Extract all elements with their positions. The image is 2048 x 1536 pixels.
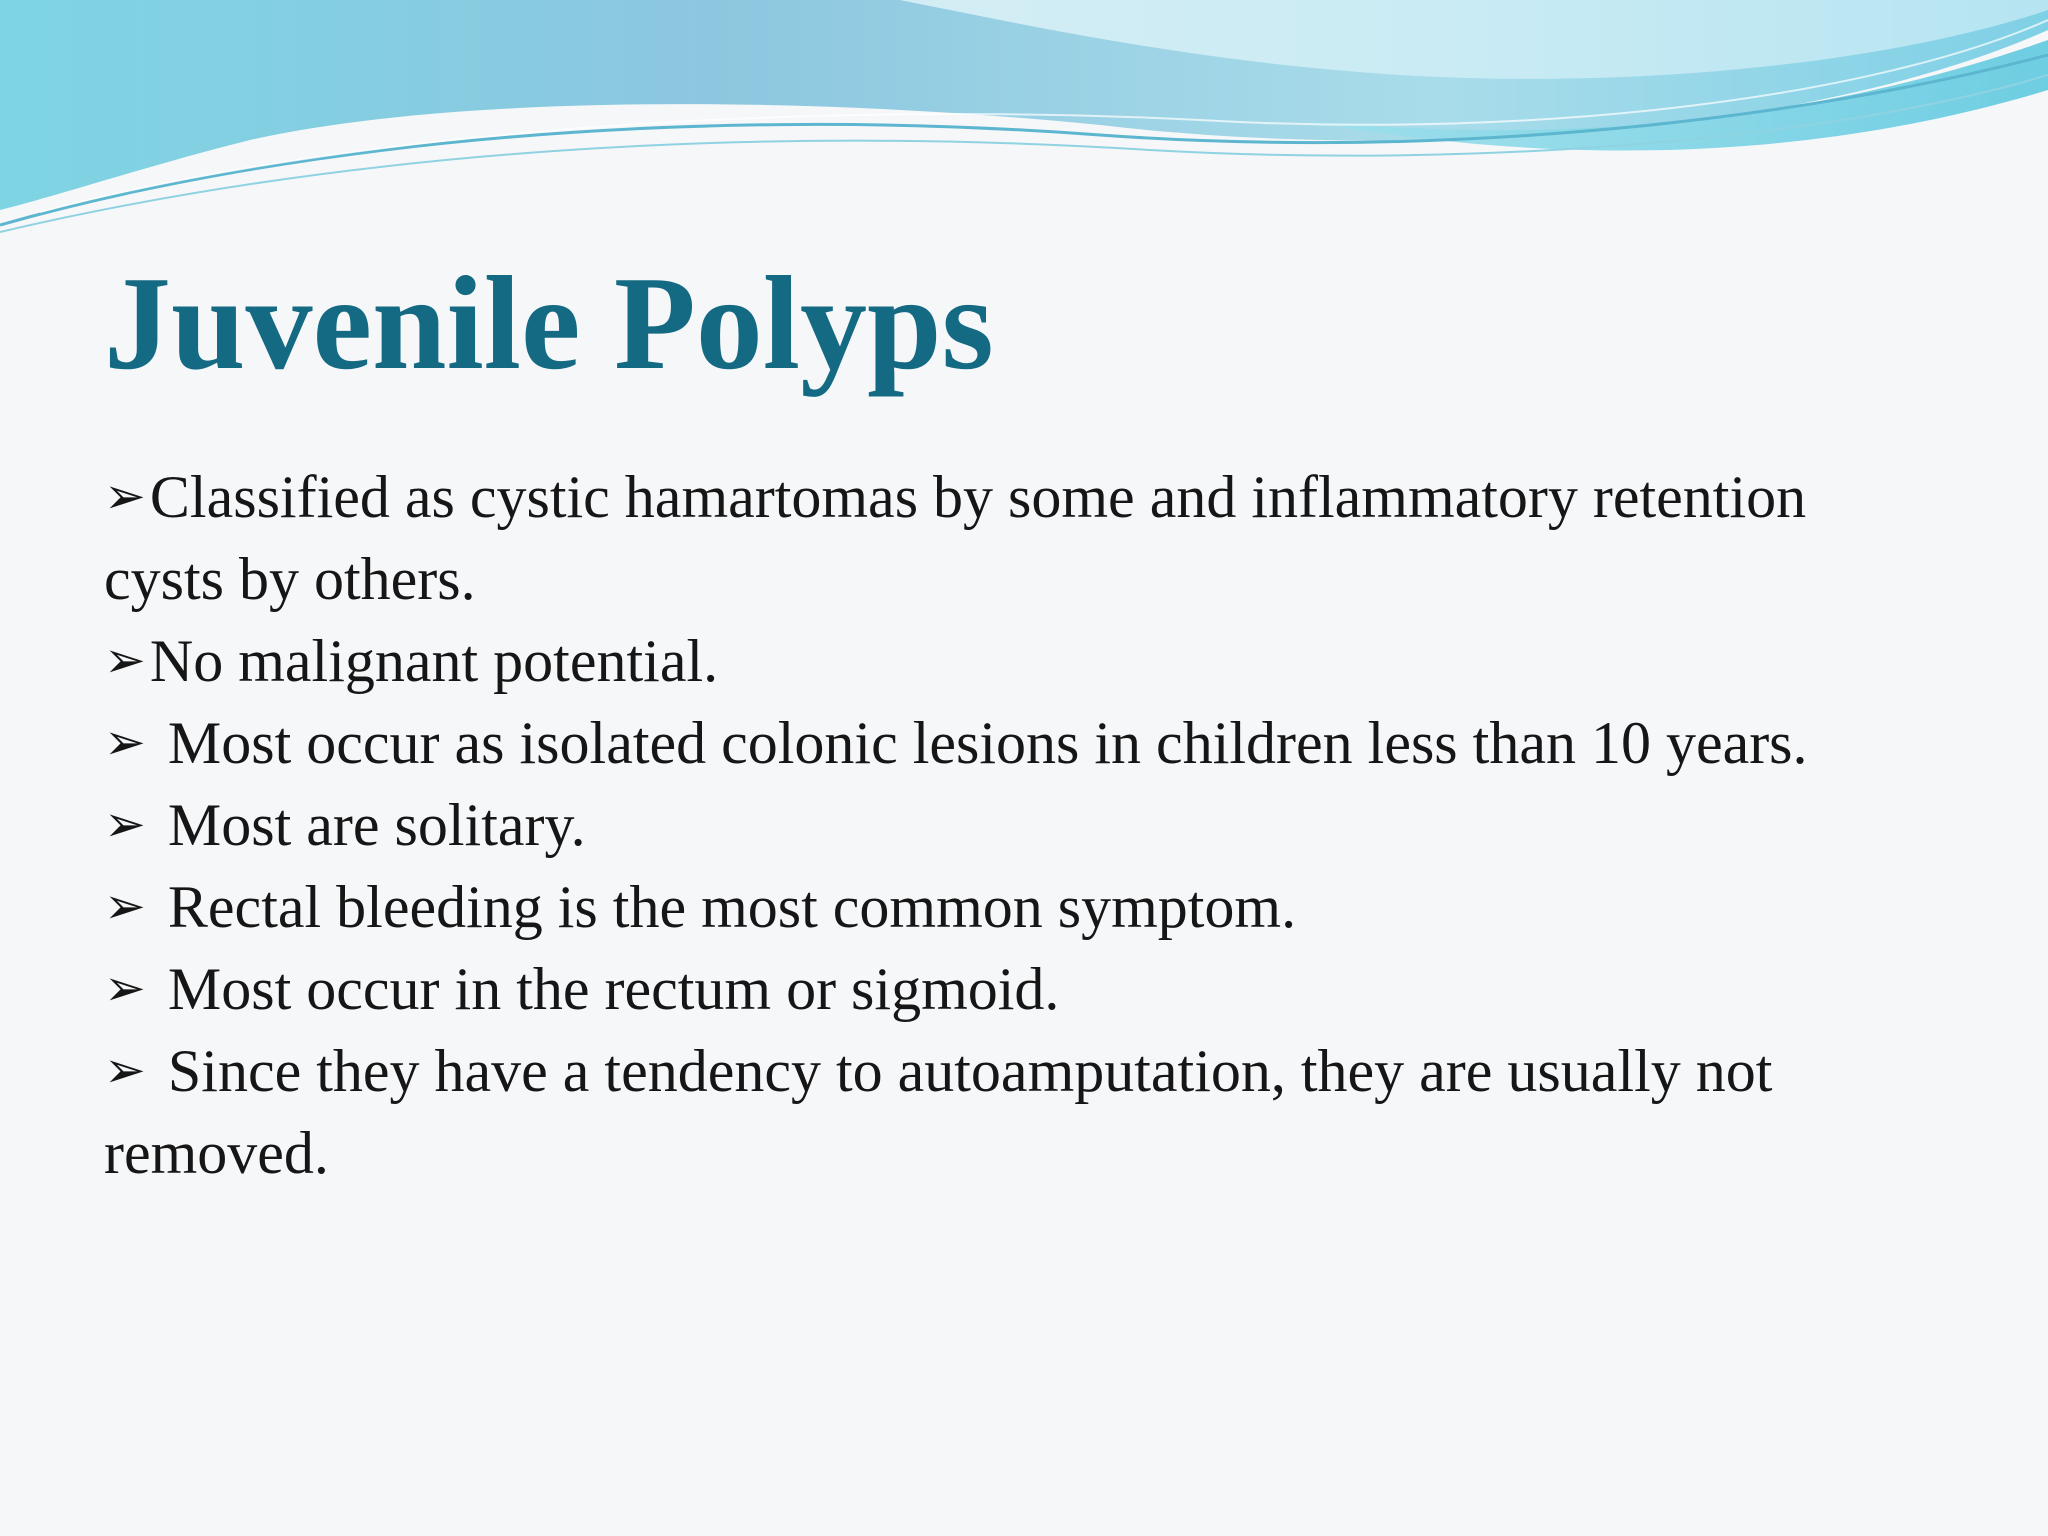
bullet-item bbox=[104, 702, 1924, 784]
bullet-text: Most occur as isolated colonic lesions in children less than 10 years. bbox=[167, 710, 1808, 776]
bullet-item bbox=[104, 456, 1924, 620]
slide-title: Juvenile Polyps bbox=[104, 249, 994, 397]
bullet-text: Classified as cystic hamartomas by some and inflammatory retention cysts by others. bbox=[104, 464, 1807, 612]
bullet-item bbox=[104, 1030, 1924, 1194]
arrowhead-bullet-icon: ➢ bbox=[104, 467, 146, 525]
bullet-text: Since they have a tendency to autoamputation, they are usually not removed. bbox=[104, 1038, 1773, 1186]
arrowhead-bullet-icon: ➢ bbox=[104, 959, 146, 1017]
arrowhead-bullet-icon: ➢ bbox=[104, 631, 146, 689]
arrowhead-bullet-icon: ➢ bbox=[104, 795, 146, 853]
arrowhead-bullet-icon: ➢ bbox=[104, 1041, 146, 1099]
bullet-list bbox=[104, 456, 1924, 1194]
bullet-item bbox=[104, 948, 1924, 1030]
bullet-item bbox=[104, 620, 1924, 702]
arrowhead-bullet-icon: ➢ bbox=[104, 877, 146, 935]
bullet-text: No malignant potential. bbox=[149, 628, 719, 694]
bullet-item bbox=[104, 784, 1924, 866]
bullet-text: Most occur in the rectum or sigmoid. bbox=[167, 956, 1060, 1022]
bullet-item bbox=[104, 866, 1924, 948]
bullet-text: Most are solitary. bbox=[167, 792, 586, 858]
header-wave-decoration bbox=[0, 0, 2048, 260]
bullet-text: Rectal bleeding is the most common symptom. bbox=[167, 874, 1297, 940]
arrowhead-bullet-icon: ➢ bbox=[104, 713, 146, 771]
